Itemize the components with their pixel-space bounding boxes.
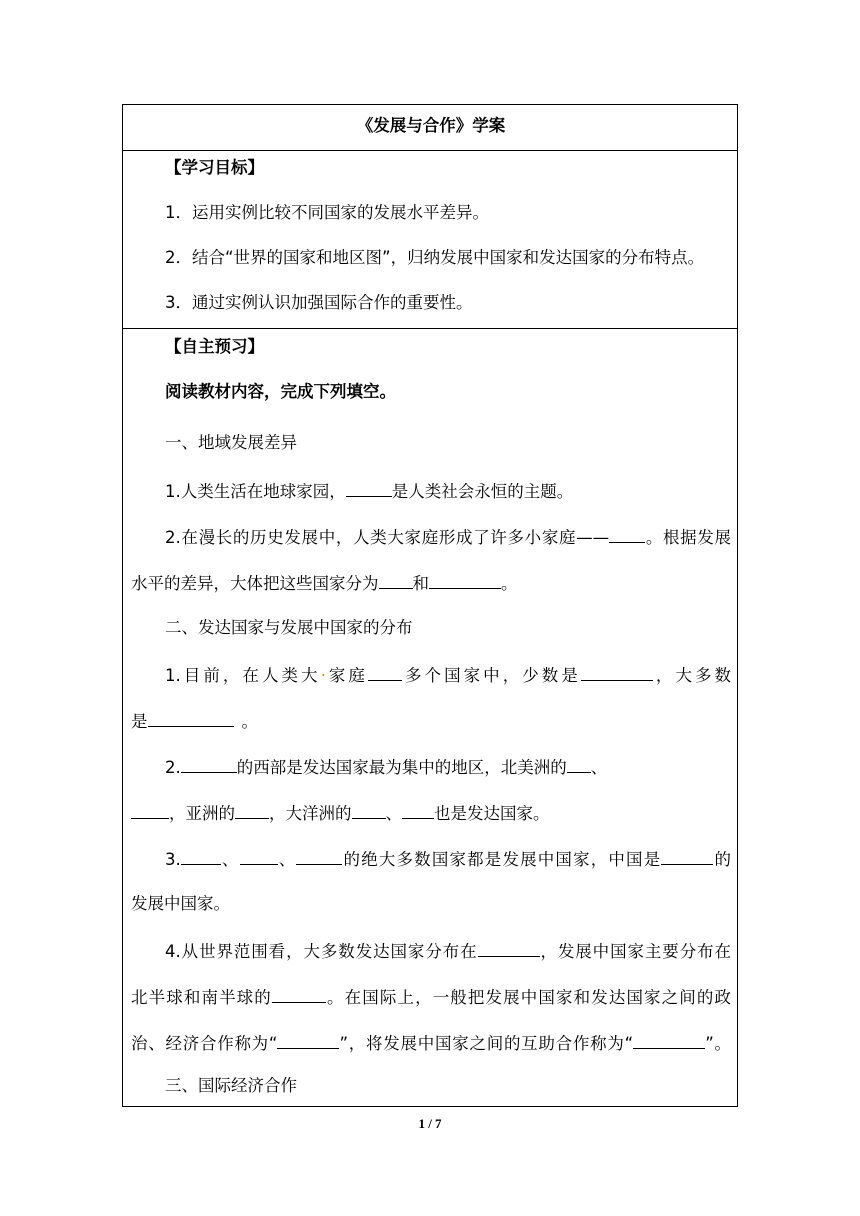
answer-blank[interactable] (379, 571, 413, 589)
answer-blank[interactable] (296, 847, 342, 865)
page-title: 《发展与合作》学案 (356, 116, 506, 135)
row-divider (123, 150, 737, 151)
worksheet-table (122, 104, 738, 1107)
objective-item: 3．通过实例认识加强国际合作的重要性。 (165, 293, 473, 312)
answer-blank[interactable] (633, 1031, 705, 1049)
answer-blank[interactable] (131, 801, 169, 819)
answer-blank[interactable] (352, 801, 386, 819)
row-divider (123, 328, 737, 329)
question-line: 2.在漫长的历史发展中，人类大家庭形成了许多小家庭—— 。根据发展 (123, 525, 739, 549)
page-number: 1 / 7 (418, 1116, 442, 1131)
question-line: ，亚洲的 ，大洋洲的 、 也是发达国家。 (123, 801, 739, 825)
answer-blank[interactable] (235, 801, 269, 819)
question-line: 治、经济合作称为“ ”，将发展中国家之间的互助合作称为“ ”。 (123, 1031, 739, 1055)
question-line: 2. 的西部是发达国家最为集中的地区，北美洲的 、 (123, 755, 739, 779)
question-line: 水平的差异，大体把这些国家分为 和 。 (123, 571, 739, 595)
answer-blank[interactable] (181, 847, 221, 865)
question-line: 1.目前，在人类大·家庭 多个国家中，少数是 ，大多数 (123, 663, 739, 687)
answer-blank[interactable] (148, 709, 234, 727)
answer-blank[interactable] (181, 755, 237, 773)
question-line: 1.人类生活在地球家园， 是人类社会永恒的主题。 (123, 479, 739, 503)
question-line: 北半球和南半球的 。在国际上，一般把发展中国家和发达国家之间的政 (123, 985, 739, 1009)
answer-blank[interactable] (567, 755, 591, 773)
answer-blank[interactable] (661, 847, 713, 865)
section-heading-2: 二、发达国家与发展中国家的分布 (165, 618, 413, 637)
answer-blank[interactable] (277, 1031, 339, 1049)
question-line: 3. 、 、 的绝大多数国家都是发展中国家，中国是 的 (123, 847, 739, 871)
objectives-heading: 【学习目标】 (165, 158, 264, 177)
answer-blank[interactable] (429, 571, 501, 589)
objective-item: 1．运用实例比较不同国家的发展水平差异。 (165, 203, 489, 222)
answer-blank[interactable] (581, 663, 653, 681)
answer-blank[interactable] (272, 985, 326, 1003)
answer-blank[interactable] (402, 801, 434, 819)
question-line: 是 。 (123, 709, 739, 733)
question-line: 4.从世界范围看，大多数发达国家分布在 ，发展中国家主要分布在 (123, 939, 739, 963)
answer-blank[interactable] (478, 939, 540, 957)
answer-blank[interactable] (368, 663, 402, 681)
preview-heading: 【自主预习】 (165, 337, 264, 356)
answer-blank[interactable] (609, 525, 645, 543)
question-line: 发展中国家。 (131, 894, 230, 913)
objective-item: 2．结合“世界的国家和地区图”，归纳发展中国家和发达国家的分布特点。 (165, 248, 705, 267)
section-heading-1: 一、地域发展差异 (165, 433, 297, 452)
answer-blank[interactable] (240, 847, 278, 865)
section-heading-3: 三、国际经济合作 (165, 1076, 297, 1095)
answer-blank[interactable] (346, 479, 392, 497)
preview-instruction: 阅读教材内容，完成下列填空。 (165, 382, 396, 401)
